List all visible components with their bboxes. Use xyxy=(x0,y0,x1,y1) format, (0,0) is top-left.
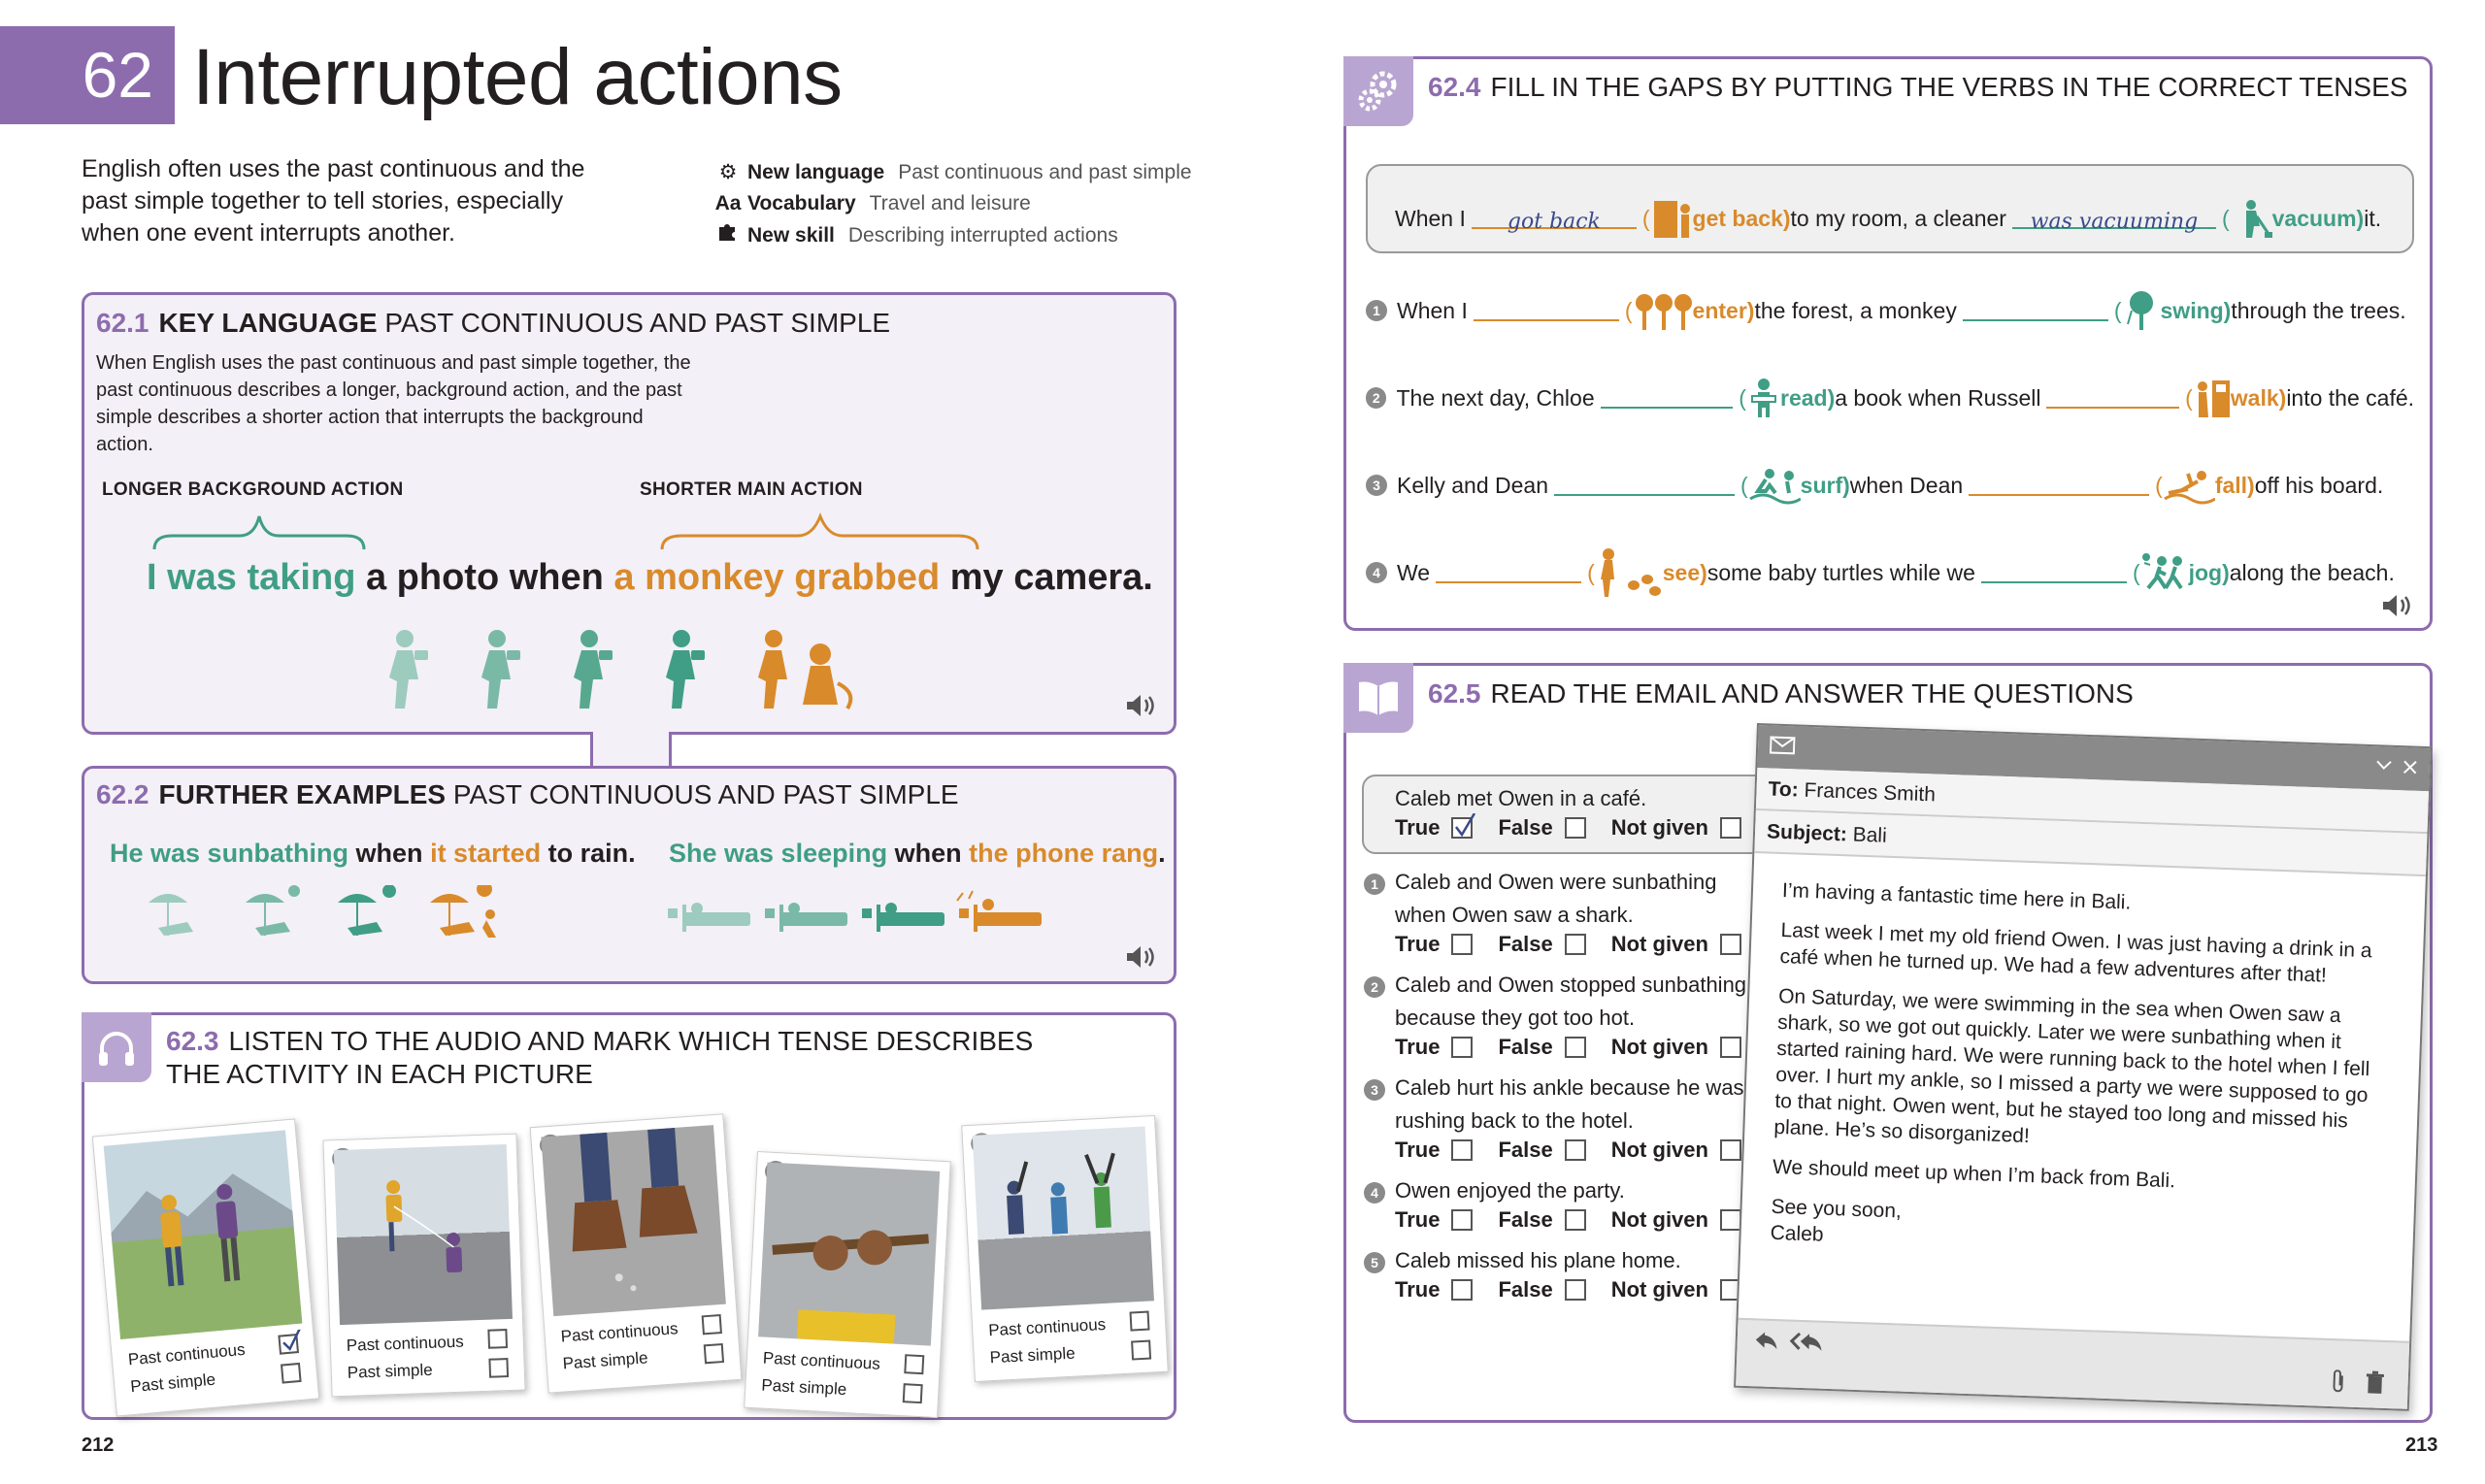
option-false xyxy=(1498,1277,1585,1303)
option-false xyxy=(1498,932,1585,957)
to-label: To: xyxy=(1768,777,1800,802)
row-text: We xyxy=(1397,559,1431,585)
email-paragraph: We should meet up when I’m back from Bali. xyxy=(1772,1155,2176,1193)
option-false xyxy=(1498,815,1585,841)
intro-text: English often uses the past continuous and the past simple together to tell stories, especially when one event interrupts another. xyxy=(82,155,585,247)
fall-icon xyxy=(2163,464,2215,507)
section-heading xyxy=(1428,677,2134,710)
example-box xyxy=(1366,164,2414,253)
section-body: When English uses the past continuous and past simple together, the past continuous describes a longer, background action, and the past simple describes a shorter action that interrupts the background action. xyxy=(96,352,691,455)
checkbox[interactable] xyxy=(1451,1037,1473,1058)
label-not-given: Not given xyxy=(1610,1277,1708,1302)
reply-all-icon[interactable] xyxy=(1789,1330,1825,1359)
section-title: PAST CONTINUOUS AND PAST SIMPLE xyxy=(384,308,891,338)
hint-open: ( xyxy=(2185,384,2193,411)
photographer-illustration xyxy=(376,625,977,712)
door-icon xyxy=(1650,197,1693,240)
gap-row-4 xyxy=(1366,548,2414,597)
checkbox-checked[interactable] xyxy=(278,1334,299,1355)
hint-open: ( xyxy=(2155,472,2163,498)
option-true xyxy=(1395,815,1473,841)
label-true: True xyxy=(1395,932,1441,956)
answer-field[interactable] xyxy=(1436,562,1581,583)
meta-label: New language xyxy=(747,161,885,183)
brace-marks xyxy=(152,507,1007,555)
row-number: 3 xyxy=(1366,475,1387,496)
hint-verb: surf) xyxy=(1800,472,1850,498)
question-text: Caleb and Owen stopped sunbathing xyxy=(1395,973,1747,997)
question-text: Caleb missed his plane home. xyxy=(1395,1248,1681,1272)
label-true: True xyxy=(1395,1035,1441,1059)
label-true: True xyxy=(1395,1138,1441,1162)
answer-field[interactable] xyxy=(1554,475,1735,496)
question-number: 1 xyxy=(1364,874,1385,895)
audio-icon[interactable] xyxy=(1125,944,1158,970)
gears-icon: ⚙ xyxy=(718,161,738,183)
hint-verb: swing) xyxy=(2160,297,2232,323)
section-number: 62.4 xyxy=(1428,72,1481,102)
answer-field[interactable] xyxy=(1474,300,1619,321)
email-paragraph: On Saturday, we were swimming in the sea when Owen saw a shark, so we got out quickly. Later we were sunbathing when it started raining hard. We were running back to the hotel when I fell over. I hurt my ankle, so I missed a party we were supposed to go to that night. Owen went, but he stayed too long and missed his plane. He’s so disorganized! xyxy=(1773,984,2370,1148)
hint-verb: jog) xyxy=(2188,559,2230,585)
label-false: False xyxy=(1498,815,1553,840)
checkbox[interactable] xyxy=(1451,1139,1473,1161)
checkbox[interactable] xyxy=(1720,1139,1741,1161)
label-shorter: SHORTER MAIN ACTION xyxy=(640,479,863,500)
section-number: 62.5 xyxy=(1428,678,1481,709)
ex-part: to rain. xyxy=(541,839,636,868)
label-true: True xyxy=(1395,1277,1441,1302)
checkbox[interactable] xyxy=(1720,817,1741,839)
walk-door-icon xyxy=(2193,377,2231,419)
row-text: a book when Russell xyxy=(1835,384,2041,411)
section-62-1 xyxy=(82,292,1176,735)
checkbox[interactable] xyxy=(1565,1139,1586,1161)
ex-part: when xyxy=(887,839,970,868)
section-title-bold: FURTHER EXAMPLES xyxy=(158,779,447,809)
photo-options xyxy=(553,1304,731,1386)
option-past-simple: Past simple xyxy=(989,1343,1077,1368)
answer-field[interactable] xyxy=(1969,475,2149,496)
photo-options xyxy=(340,1319,514,1395)
example-row xyxy=(1395,197,2381,240)
option-not-given xyxy=(1611,815,1741,841)
option-not-given xyxy=(1611,932,1741,957)
gap-row-2 xyxy=(1366,374,2414,422)
checkbox-checked[interactable] xyxy=(1451,817,1473,839)
section-62-3 xyxy=(82,1012,1176,1420)
label-not-given: Not given xyxy=(1610,1035,1708,1059)
photo-2 xyxy=(530,1113,743,1393)
unit-meta xyxy=(714,157,1192,252)
checkbox[interactable] xyxy=(1720,1209,1741,1231)
section-title: READ THE EMAIL AND ANSWER THE QUESTIONS xyxy=(1490,678,2134,709)
option-past-continuous: Past continuous xyxy=(127,1339,247,1369)
question-text: Caleb met Owen in a café. xyxy=(1395,786,1647,810)
option-past-simple: Past simple xyxy=(347,1360,433,1382)
sentence-part: my camera. xyxy=(940,557,1153,598)
row-text: the forest, a monkey xyxy=(1754,297,1957,323)
option-false xyxy=(1498,1207,1585,1233)
unit-number: 62 xyxy=(0,26,175,124)
reply-icon[interactable] xyxy=(1752,1328,1780,1357)
photo-example xyxy=(92,1118,319,1416)
checkbox[interactable] xyxy=(1451,1209,1473,1231)
audio-icon[interactable] xyxy=(1125,693,1158,718)
row-number: 2 xyxy=(1366,387,1386,409)
option-past-simple: Past simple xyxy=(760,1375,847,1400)
attachment-icon[interactable] xyxy=(2330,1369,2348,1401)
checkbox[interactable] xyxy=(1565,1037,1586,1058)
gap-row-1 xyxy=(1366,286,2414,335)
question-number: 5 xyxy=(1364,1252,1385,1273)
option-false xyxy=(1498,1138,1585,1163)
ex-simple: it started xyxy=(430,839,542,868)
meta-skill xyxy=(714,219,1192,252)
option-true xyxy=(1395,932,1473,957)
hint-open: ( xyxy=(2113,297,2122,323)
option-past-continuous: Past continuous xyxy=(346,1332,465,1355)
hint-open: ( xyxy=(1641,205,1650,231)
option-past-simple: Past simple xyxy=(562,1348,649,1373)
page-number-right: 213 xyxy=(2405,1435,2438,1456)
tree-swing-icon xyxy=(2122,289,2161,332)
section-title: PAST CONTINUOUS AND PAST SIMPLE xyxy=(452,779,959,809)
hint-open: ( xyxy=(1740,472,1748,498)
section-heading xyxy=(166,1025,1033,1091)
option-true xyxy=(1395,1207,1473,1233)
section-heading xyxy=(1428,71,2407,104)
checkbox[interactable] xyxy=(1720,1037,1741,1058)
answer-options xyxy=(1364,1207,1791,1233)
question-text: Owen enjoyed the party. xyxy=(1395,1178,1625,1203)
hint-verb: get back) xyxy=(1692,205,1791,231)
checkbox[interactable] xyxy=(1451,1279,1473,1301)
question-text: Caleb and Owen were sunbathing xyxy=(1395,870,1717,894)
row-text: along the beach. xyxy=(2229,559,2395,585)
checkbox[interactable] xyxy=(1565,1209,1586,1231)
hint-verb: enter) xyxy=(1692,297,1755,323)
hint-open: ( xyxy=(2132,559,2140,585)
sentence-part: a photo when xyxy=(355,557,614,598)
checkbox[interactable] xyxy=(1565,817,1586,839)
unit-title: Interrupted actions xyxy=(192,33,843,121)
option-true xyxy=(1395,1138,1473,1163)
option-past-continuous: Past continuous xyxy=(762,1348,881,1373)
window-controls xyxy=(2374,758,2418,780)
option-true xyxy=(1395,1035,1473,1060)
checkbox[interactable] xyxy=(704,1343,724,1364)
option-not-given xyxy=(1611,1207,1741,1233)
label-false: False xyxy=(1498,1138,1553,1162)
row-text: The next day, Chloe xyxy=(1396,384,1595,411)
question-list xyxy=(1364,866,1791,1303)
answer-options xyxy=(1364,1277,1791,1303)
section-title: LISTEN TO THE AUDIO AND MARK WHICH TENSE DESCRIBES xyxy=(228,1026,1034,1056)
checkbox[interactable] xyxy=(903,1383,923,1403)
meta-vocabulary xyxy=(714,188,1192,219)
example-sentence-2 xyxy=(669,839,1166,869)
option-past-continuous: Past continuous xyxy=(987,1314,1107,1340)
label-true: True xyxy=(1395,815,1441,840)
photo-options xyxy=(754,1336,931,1415)
checkbox[interactable] xyxy=(702,1314,722,1335)
ex-continuous: She was sleeping xyxy=(669,839,888,868)
summit-image xyxy=(973,1127,1154,1310)
ex-part: . xyxy=(1158,839,1166,868)
section-62-4 xyxy=(1343,56,2433,631)
audio-icon[interactable] xyxy=(2381,593,2414,618)
email-paragraph: Last week I met my old friend Owen. I was just having a drink in a café when he turned up. We had a few adventures after that! xyxy=(1779,918,2372,987)
checkbox[interactable] xyxy=(281,1363,302,1384)
sentence-past-continuous: I was taking xyxy=(147,557,356,598)
ex-simple: the phone rang xyxy=(969,839,1159,868)
question-number: 2 xyxy=(1364,976,1385,998)
email-signature: Caleb xyxy=(1770,1221,1824,1246)
question-1 xyxy=(1364,866,1791,957)
question-text: rushing back to the hotel. xyxy=(1395,1108,1634,1133)
gap-row-3 xyxy=(1366,461,2414,510)
puzzle-icon xyxy=(714,219,742,252)
label-not-given: Not given xyxy=(1610,815,1708,840)
hint-open: ( xyxy=(1587,559,1595,585)
photo-1 xyxy=(322,1134,525,1398)
meta-language xyxy=(714,157,1192,188)
surf-icon xyxy=(1748,464,1801,507)
email-paragraph: I’m having a fantastic time here in Bali. xyxy=(1781,879,2132,914)
climbers-image xyxy=(334,1144,513,1325)
option-false xyxy=(1498,1035,1585,1060)
photo-4 xyxy=(961,1115,1169,1382)
aa-icon: Aa xyxy=(714,192,742,214)
row-text: some baby turtles while we xyxy=(1706,559,1975,585)
photo-3 xyxy=(744,1151,951,1418)
trees-icon xyxy=(1633,289,1693,332)
question-text: when Owen saw a shark. xyxy=(1395,903,1634,927)
checkbox[interactable] xyxy=(1451,934,1473,955)
section-number: 62.3 xyxy=(166,1026,219,1056)
chevron-down-icon[interactable] xyxy=(2374,758,2393,779)
answer-field[interactable] xyxy=(1601,387,1734,409)
hint-verb: vacuum) xyxy=(2271,205,2365,231)
answer-field[interactable] xyxy=(2012,208,2216,234)
example-illustrations xyxy=(139,885,1129,943)
checkbox[interactable] xyxy=(1565,934,1586,955)
row-text: Kelly and Dean xyxy=(1397,472,1548,498)
option-past-simple: Past simple xyxy=(129,1369,216,1397)
reading-icon xyxy=(1746,377,1780,419)
row-text: when Dean xyxy=(1849,472,1964,498)
answer-field[interactable] xyxy=(1981,562,2127,583)
section-number: 62.1 xyxy=(96,308,149,338)
label-not-given: Not given xyxy=(1610,932,1708,956)
meta-value: Describing interrupted actions xyxy=(847,224,1118,247)
photo-options xyxy=(981,1301,1158,1379)
answer-field[interactable] xyxy=(2046,387,2179,409)
answer-text: got back xyxy=(1507,210,1601,234)
meta-label: New skill xyxy=(747,224,835,247)
row-number: 4 xyxy=(1366,562,1387,583)
sentence-past-simple: a monkey grabbed xyxy=(613,557,941,598)
label-false: False xyxy=(1498,932,1553,956)
checkbox[interactable] xyxy=(1129,1311,1149,1332)
checkbox[interactable] xyxy=(487,1329,508,1349)
question-number: 3 xyxy=(1364,1079,1385,1101)
section-title-bold: KEY LANGUAGE xyxy=(158,308,378,338)
section-title: FILL IN THE GAPS BY PUTTING THE VERBS IN THE CORRECT TENSES xyxy=(1490,72,2408,102)
meta-value: Past continuous and past simple xyxy=(898,161,1192,183)
turtles-icon xyxy=(1595,546,1663,599)
question-number: 4 xyxy=(1364,1182,1385,1204)
book-icon xyxy=(1343,663,1413,733)
example-sentence-1 xyxy=(110,839,636,869)
checkbox[interactable] xyxy=(1565,1279,1586,1301)
question-3 xyxy=(1364,1072,1791,1163)
close-icon[interactable] xyxy=(2402,759,2418,780)
meta-label: Vocabulary xyxy=(747,192,856,214)
subject-label: Subject: xyxy=(1766,820,1848,846)
hikers-image xyxy=(104,1130,303,1339)
ex-continuous: He was sunbathing xyxy=(110,839,349,868)
section-62-2 xyxy=(82,766,1176,984)
hint-verb: fall) xyxy=(2214,472,2255,498)
hint-verb: read) xyxy=(1780,384,1836,411)
checkbox[interactable] xyxy=(1131,1340,1151,1361)
hint-open: ( xyxy=(2221,205,2230,231)
option-not-given xyxy=(1611,1035,1741,1060)
answer-text: was vacuuming xyxy=(2030,210,2199,234)
option-not-given xyxy=(1611,1138,1741,1163)
label-longer: LONGER BACKGROUND ACTION xyxy=(102,479,404,500)
gap-rows xyxy=(1366,286,2414,597)
trash-icon[interactable] xyxy=(2365,1370,2385,1400)
example-question xyxy=(1362,775,1779,854)
email-window xyxy=(1734,723,2432,1411)
boots-image xyxy=(541,1125,725,1316)
section-heading xyxy=(96,778,959,811)
question-text: because they got too hot. xyxy=(1395,1006,1636,1030)
hint-open: ( xyxy=(1739,384,1746,411)
row-text: off his board. xyxy=(2254,472,2384,498)
row-text: When I xyxy=(1395,205,1466,231)
label-not-given: Not given xyxy=(1610,1138,1708,1162)
hint-verb: walk) xyxy=(2230,384,2287,411)
jogging-icon xyxy=(2140,551,2189,594)
label-not-given: Not given xyxy=(1610,1207,1708,1232)
gears-icon xyxy=(1343,56,1413,126)
section-title: THE ACTIVITY IN EACH PICTURE xyxy=(166,1059,593,1089)
photo-options xyxy=(120,1324,309,1409)
label-false: False xyxy=(1498,1277,1553,1302)
question-text: Caleb hurt his ankle because he was xyxy=(1395,1075,1744,1100)
answer-options xyxy=(1364,932,1791,957)
row-text: into the café. xyxy=(2286,384,2415,411)
answer-options xyxy=(1364,1035,1791,1060)
row-text: through the trees. xyxy=(2231,297,2406,323)
rope-image xyxy=(758,1163,940,1346)
hint-open: ( xyxy=(1624,297,1633,323)
row-text: to my room, a cleaner xyxy=(1790,205,2006,231)
answer-field[interactable] xyxy=(1472,208,1637,234)
option-past-continuous: Past continuous xyxy=(560,1319,679,1346)
checkbox[interactable] xyxy=(904,1354,924,1374)
question-2 xyxy=(1364,969,1791,1060)
answer-options xyxy=(1364,1138,1791,1163)
question-4 xyxy=(1364,1174,1791,1233)
section-number: 62.2 xyxy=(96,779,149,809)
vacuum-icon xyxy=(2230,197,2272,240)
email-body xyxy=(1740,853,2426,1292)
option-true xyxy=(1395,1277,1473,1303)
label-false: False xyxy=(1498,1207,1553,1232)
answer-field[interactable] xyxy=(1963,300,2108,321)
envelope-icon xyxy=(1770,735,1796,760)
hint-verb: see) xyxy=(1662,559,1707,585)
key-sentence xyxy=(147,557,1153,599)
checkbox[interactable] xyxy=(1720,934,1741,955)
meta-value: Travel and leisure xyxy=(869,192,1031,214)
to-value: Frances Smith xyxy=(1804,778,1937,807)
checkbox[interactable] xyxy=(488,1358,509,1378)
question-5 xyxy=(1364,1244,1791,1303)
row-text: it. xyxy=(2364,205,2382,231)
option-not-given xyxy=(1611,1277,1741,1303)
headphones-icon xyxy=(82,1012,151,1082)
subject-value: Bali xyxy=(1852,823,1888,847)
answer-options xyxy=(1395,815,1777,841)
ex-part: when xyxy=(348,839,431,868)
panel-connector xyxy=(590,732,672,769)
email-signoff: See you soon, xyxy=(1771,1195,1903,1223)
row-number: 1 xyxy=(1366,300,1387,321)
label-true: True xyxy=(1395,1207,1441,1232)
row-text: When I xyxy=(1397,297,1468,323)
section-heading xyxy=(96,307,890,340)
page-number-left: 212 xyxy=(82,1435,115,1456)
label-false: False xyxy=(1498,1035,1553,1059)
